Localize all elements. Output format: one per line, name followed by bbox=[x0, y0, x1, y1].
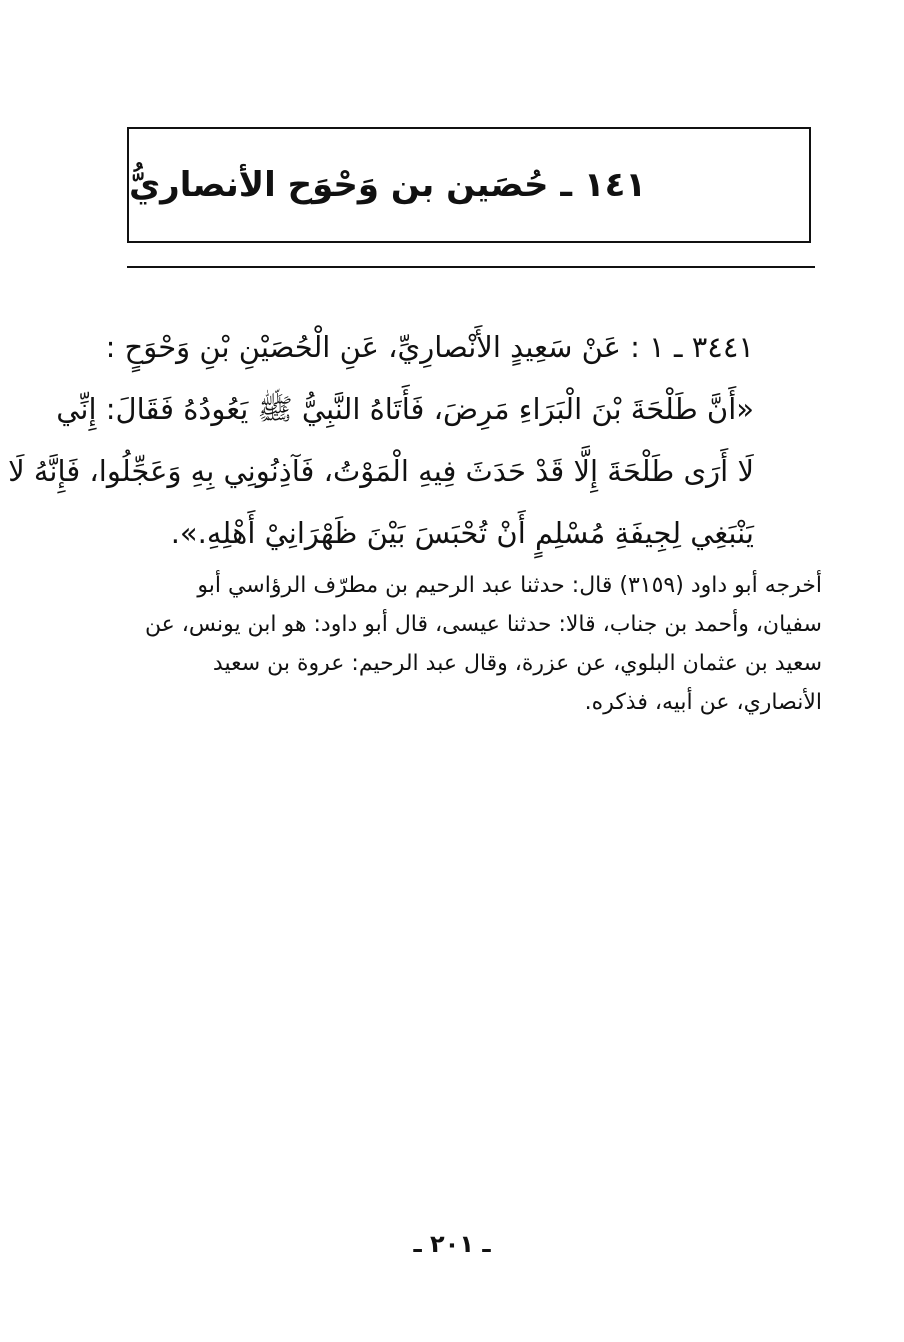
takhrij-text bbox=[122, 566, 822, 722]
chapter-heading-box bbox=[127, 127, 811, 243]
hadith-line: ٣٤٤١ ـ ١ : عَنْ سَعِيدٍ الأَنْصارِيِّ، عَنِ الْحُصَيْنِ بْنِ وَحْوَحٍ : bbox=[105, 330, 754, 364]
hadith-line: «أَنَّ طَلْحَةَ بْنَ الْبَرَاءِ مَرِضَ، فَأَتَاهُ النَّبِيُّ ﷺ يَعُودُهُ فَقَالَ: إِنِّي bbox=[56, 392, 754, 426]
page-number: ـ ٢٠١ ـ bbox=[413, 1230, 491, 1258]
takhrij-line: سعيد بن عثمان البلوي، عن عزرة، وقال عبد الرحيم: عروة بن سعيد bbox=[212, 651, 822, 676]
chapter-title: ١٤١ ـ حُصَين بن وَحْوَح الأنصاريُّ bbox=[129, 165, 647, 205]
hadith-line: يَنْبَغِي لِجِيفَةِ مُسْلِمٍ أَنْ تُحْبَسَ بَيْنَ ظَهْرَانِيْ أَهْلِهِ.». bbox=[170, 516, 754, 550]
hadith-text bbox=[8, 316, 754, 564]
takhrij-line: الأنصاري، عن أبيه، فذكره. bbox=[584, 690, 822, 715]
hadith-line: لَا أَرَى طَلْحَةَ إِلَّا قَدْ حَدَثَ فِيهِ الْمَوْتُ، فَآذِنُونِي بِهِ وَعَجِّلُوا، فَإِنَّهُ لَا bbox=[8, 454, 754, 488]
takhrij-line: أخرجه أبو داود (٣١٥٩) قال: حدثنا عبد الرحيم بن مطرّف الرؤاسي أبو bbox=[197, 573, 822, 598]
horizontal-rule bbox=[127, 266, 815, 268]
takhrij-line: سفيان، وأحمد بن جناب، قالا: حدثنا عيسى، قال أبو داود: هو ابن يونس، عن bbox=[144, 612, 822, 637]
